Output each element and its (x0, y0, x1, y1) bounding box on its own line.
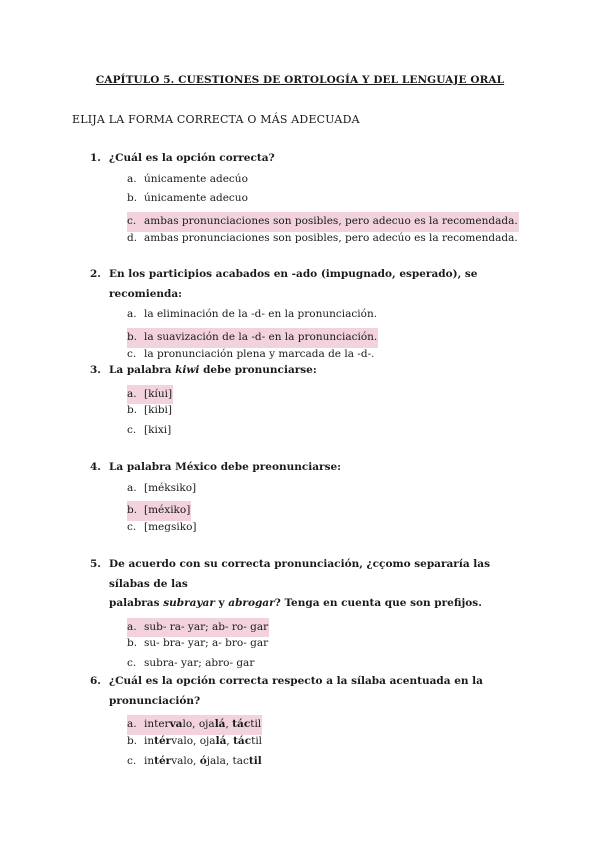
question-6 (90, 672, 530, 771)
question-number: 2. (90, 268, 101, 280)
option-c[interactable]: c. [kixi] (127, 421, 530, 441)
option-a-highlighted[interactable]: a. intervalo, ojalá, táctil (127, 715, 262, 735)
question-text: La palabra kiwi debe pronunciarse: (109, 364, 317, 376)
option-text: [kixi] (144, 424, 172, 437)
option-text: sub- ra- yar; ab- ro- gar (144, 620, 269, 633)
question-number: 1. (90, 152, 101, 164)
option-text: intérvalo, ojalá, táctil (144, 734, 263, 747)
option-text: la eliminación de la -d- en la pronunciación. (144, 308, 378, 320)
question-3 (90, 361, 530, 441)
question-number: 5. (90, 558, 101, 570)
question-number: 4. (90, 461, 101, 473)
option-c[interactable]: c. [megsiko] (127, 518, 530, 538)
option-text: intervalo, ojalá, táctil (144, 718, 262, 730)
option-text: [megsiko] (144, 521, 197, 534)
option-c[interactable]: c. la pronunciación plena y marcada de la -d-. (127, 345, 530, 365)
option-b-highlighted[interactable]: b. [méxiko] (127, 501, 191, 521)
option-a[interactable]: a. la eliminación de la -d- en la pronunciación. (127, 305, 530, 325)
question-text: La palabra México debe preonunciarse: (109, 461, 342, 473)
option-text: [kibi] (144, 404, 172, 417)
question-text: ¿Cuál es la opción correcta? (109, 152, 275, 164)
option-a-highlighted[interactable]: a. sub- ra- yar; ab- ro- gar (127, 618, 269, 638)
chapter-title: CAPÍTULO 5. CUESTIONES DE ORTOLOGÍA Y DEL LENGUAJE ORAL (95, 74, 505, 86)
option-b[interactable]: b. [kibi] (127, 401, 530, 421)
option-text: únicamente adecuo (144, 192, 248, 205)
question-text: En los participios acabados en -ado (impugnado, esperado), se recomienda: (109, 268, 478, 300)
option-a-highlighted[interactable]: a. [kíui] (127, 385, 173, 405)
option-a[interactable]: a. únicamente adecúo (127, 170, 530, 190)
option-a[interactable]: a. [méksiko] (127, 479, 530, 499)
question-4 (90, 458, 530, 538)
option-text: [méksiko] (144, 481, 197, 494)
question-2 (90, 265, 530, 364)
option-b[interactable]: b. su- bra- yar; a- bro- gar (127, 634, 530, 654)
option-b-highlighted[interactable]: b. la suavización de la -d- en la pronunciación. (127, 328, 378, 348)
option-b[interactable]: b. intérvalo, ojalá, táctil (127, 732, 530, 752)
question-5 (90, 555, 530, 674)
question-text: De acuerdo con su correcta pronunciación, ¿cçomo separaría las sílabas de las palabras subrayar y abrogar? Tenga en cuenta que son prefijos. (109, 558, 490, 609)
question-number: 6. (90, 675, 101, 687)
question-text: ¿Cuál es la opción correcta respecto a la sílaba acentuada en la pronunciación? (109, 675, 483, 707)
option-text: [kíui] (144, 387, 173, 400)
option-d[interactable]: d. ambas pronunciaciones son posibles, pero adecúo es la recomendada. (127, 229, 530, 249)
option-text: su- bra- yar; a- bro- gar (144, 637, 269, 650)
option-text: únicamente adecúo (144, 172, 248, 185)
option-text: ambas pronunciaciones son posibles, pero adecúo es la recomendada. (144, 231, 518, 244)
option-text: [méxiko] (144, 504, 191, 517)
question-number: 3. (90, 364, 101, 376)
option-text: intérvalo, ójala, tactil (144, 754, 262, 767)
option-text: la pronunciación plena y marcada de la -d-. (144, 347, 375, 360)
option-c[interactable]: c. intérvalo, ójala, tactil (127, 752, 530, 772)
option-text: ambas pronunciaciones son posibles, pero adecuo es la recomendada. (144, 215, 518, 228)
option-c[interactable]: c. subra- yar; abro- gar (127, 654, 530, 674)
option-text: la suavización de la -d- en la pronunciación. (144, 330, 378, 343)
question-1 (90, 149, 530, 249)
instructions: ELIJA LA FORMA CORRECTA O MÁS ADECUADA (72, 113, 360, 126)
option-b[interactable]: b. únicamente adecuo (127, 189, 530, 209)
option-c-highlighted[interactable]: c. ambas pronunciaciones son posibles, pero adecuo es la recomendada. (127, 212, 519, 232)
option-text: subra- yar; abro- gar (144, 657, 255, 670)
